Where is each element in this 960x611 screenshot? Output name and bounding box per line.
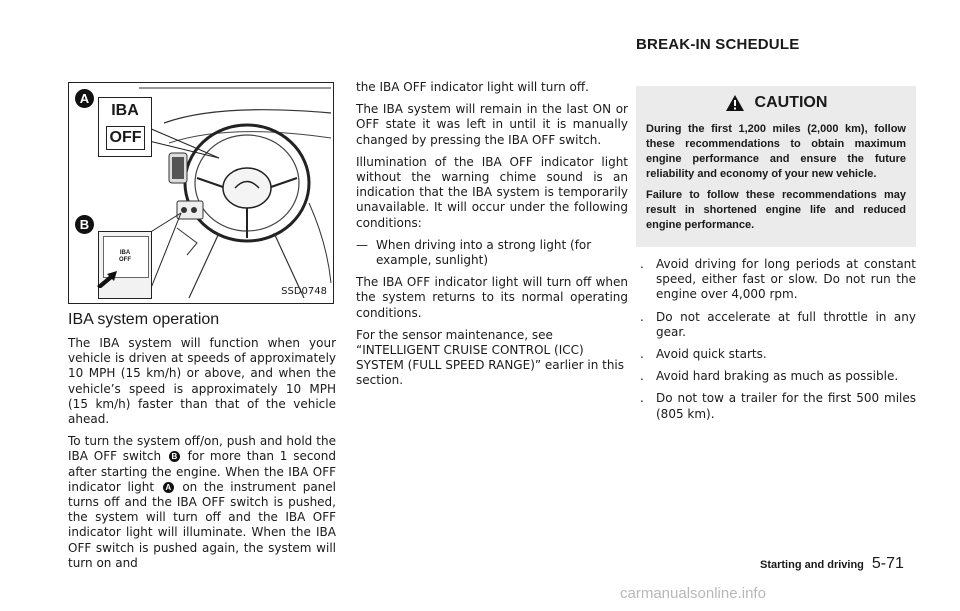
column-1 — [68, 336, 336, 578]
list-item — [636, 257, 916, 303]
bullet-mark: . — [640, 257, 644, 271]
page-number: 5-71 — [871, 555, 904, 572]
footer-chapter: Starting and driving — [760, 559, 864, 571]
caution-paragraph-2: Failure to follow these recommendations may result in shortened engine life and reduced engine performance. — [646, 189, 906, 231]
list-item — [636, 310, 916, 340]
section-title: BREAK-IN SCHEDULE — [636, 36, 800, 53]
bullet-mark: . — [640, 347, 644, 362]
caution-paragraph-1: During the first 1,200 miles (2,000 km), follow these recommendations to obtain maximum engine performance and ensure the future reliability and economy of your new vehicle. — [646, 123, 906, 180]
list-item — [636, 369, 916, 384]
column-2 — [356, 80, 628, 396]
inset-switch — [98, 231, 152, 299]
col1-paragraph-1: The IBA system will function when your vehicle is driven at speeds of approximately 10 MPH (15 km/h) or above, and when the vehicle’s speed is approximately 10 MPH (15 km/h) faster than that of the vehicle ahead. — [68, 336, 336, 427]
dash-list-item — [356, 238, 628, 268]
col2-paragraph-5: For the sensor maintenance, see “INTELLIGENT CRUISE CONTROL (ICC) SYSTEM (FULL SPEED RANGE)” earlier in this section. — [356, 327, 625, 388]
caution-box — [636, 86, 916, 247]
off-label-b: OFF — [119, 257, 131, 263]
list-item — [636, 391, 916, 421]
col1-paragraph-2 — [68, 434, 336, 571]
bullet-mark: . — [640, 391, 644, 406]
watermark: carmanualsonline.info — [620, 585, 766, 602]
iba-label-a: IBA — [111, 102, 139, 119]
ref-a-icon: A — [163, 482, 174, 493]
warning-triangle-icon — [725, 94, 745, 112]
break-in-list — [636, 257, 916, 422]
ref-b-icon: B — [169, 451, 180, 462]
list-item-text: Avoid hard braking as much as possible. — [656, 369, 899, 384]
list-item-text: Avoid quick starts. — [656, 347, 767, 362]
page-footer — [760, 555, 904, 573]
list-item — [636, 347, 916, 362]
list-item-text: Do not tow a trailer for the first 500 miles (805 km). — [656, 391, 916, 421]
off-box-a — [106, 126, 145, 150]
figure-id: SSD0748 — [281, 286, 327, 297]
caution-header — [646, 94, 906, 112]
off-label-a: OFF — [109, 129, 142, 146]
dash-item-text: When driving into a strong light (for example, sunlight) — [376, 237, 592, 268]
col2-paragraph-3: Illumination of the IBA OFF indicator light without the warning chime sound is an indication that the IBA system is temporarily unavailable. It will occur under the following conditions: — [356, 154, 628, 230]
callout-a: A — [75, 89, 94, 108]
col2-paragraph-1: the IBA OFF indicator light will turn off. — [356, 80, 589, 94]
col2-paragraph-2: The IBA system will remain in the last ON or OFF state it was left in until it is manually changed by pressing the IBA OFF switch. — [356, 102, 628, 147]
col1-p2-text-b: for more than 1 second after starting the engine. When the IBA OFF indicator light — [68, 449, 336, 494]
list-item-text: Do not accelerate at full throttle in any gear. — [656, 309, 916, 339]
iba-label-b: IBA — [119, 250, 131, 256]
press-arrow-icon — [95, 268, 121, 288]
subheading: IBA system operation — [68, 311, 220, 328]
col2-paragraph-4: The IBA OFF indicator light will turn off when the system returns to its normal operating conditions. — [356, 275, 628, 320]
col1-p2-text-c: on the instrument panel turns off and the IBA OFF switch is pushed, the system will turn off and the IBA OFF indicator light will illuminate. When the IBA OFF switch is pushed again, the system will turn on and — [68, 479, 336, 570]
figure-iba-switch — [68, 82, 334, 304]
inset-indicator — [98, 97, 152, 157]
callout-b: B — [75, 215, 94, 234]
col1-p2-text-a: To turn the system off/on, push and hold the IBA OFF switch — [68, 434, 336, 464]
column-3 — [636, 86, 916, 429]
dash-mark: — — [356, 237, 368, 252]
bullet-mark: . — [640, 309, 644, 324]
list-item-text: Avoid driving for long periods at constant speed, either fast or slow. Do not run the engine over 4,000 rpm. — [656, 257, 916, 302]
bullet-mark: . — [640, 369, 644, 384]
caution-title: CAUTION — [754, 94, 828, 112]
